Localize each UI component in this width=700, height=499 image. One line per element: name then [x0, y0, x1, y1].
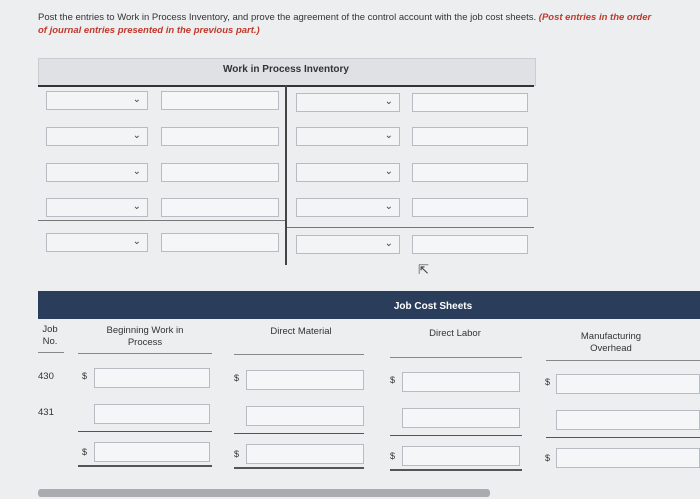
job-number-430: 430 [38, 371, 54, 382]
job-430-overhead-input[interactable] [556, 374, 700, 394]
credit-amount-input-1[interactable] [412, 93, 528, 112]
debit-balance-input[interactable] [161, 233, 279, 252]
job-431-direct-material-input[interactable] [246, 406, 364, 426]
t-account-title: Work in Process Inventory [223, 64, 349, 75]
job-430-beginning-wip-input[interactable] [94, 368, 210, 388]
col-rule-beginning-wip [78, 353, 212, 354]
total-beginning-wip-input[interactable] [94, 442, 210, 462]
instructions [38, 11, 658, 37]
t-account-divider [285, 85, 287, 265]
credit-account-select-3[interactable] [296, 163, 400, 182]
debit-amount-input-2[interactable] [161, 127, 279, 146]
dollar-sign: $ [234, 373, 240, 383]
col-rule-manufacturing-overhead [546, 360, 700, 361]
total-double-rule [234, 467, 364, 469]
col-rule-job-no [38, 352, 64, 353]
chevron-down-icon: ⌄ [384, 96, 393, 107]
chevron-down-icon: ⌄ [384, 130, 393, 141]
job-430-direct-labor-input[interactable] [402, 372, 520, 392]
job-cost-sheets [38, 291, 700, 471]
chevron-down-icon: ⌄ [132, 201, 141, 212]
job-430-direct-material-input[interactable] [246, 370, 364, 390]
chevron-down-icon: ⌄ [132, 236, 141, 247]
credit-account-select-2[interactable] [296, 127, 400, 146]
debit-account-select-4[interactable] [46, 198, 148, 217]
chevron-down-icon: ⌄ [132, 166, 141, 177]
debit-account-select-3[interactable] [46, 163, 148, 182]
debit-amount-input-1[interactable] [161, 91, 279, 110]
dollar-sign: $ [82, 447, 88, 457]
total-double-rule [78, 465, 212, 467]
total-direct-material-input[interactable] [246, 444, 364, 464]
col-header-direct-material: Direct Material [270, 326, 332, 337]
col-rule-direct-labor [390, 357, 522, 358]
credit-account-select-4[interactable] [296, 198, 400, 217]
debit-amount-input-3[interactable] [161, 163, 279, 182]
dollar-sign: $ [545, 377, 551, 387]
chevron-down-icon: ⌄ [132, 94, 141, 105]
credit-amount-input-4[interactable] [412, 198, 528, 217]
debit-amount-input-4[interactable] [161, 198, 279, 217]
total-direct-labor-input[interactable] [402, 446, 520, 466]
subtotal-rule [234, 433, 364, 434]
job-number-431: 431 [38, 407, 54, 418]
dollar-sign: $ [390, 375, 396, 385]
chevron-down-icon: ⌄ [384, 166, 393, 177]
dollar-sign: $ [234, 449, 240, 459]
chevron-down-icon: ⌄ [384, 201, 393, 212]
credit-balance-input[interactable] [412, 235, 528, 254]
col-header-beginning-wip: Beginning Work in Process [106, 325, 184, 348]
dollar-sign: $ [390, 451, 396, 461]
debit-total-rule [38, 220, 285, 221]
total-overhead-input[interactable] [556, 448, 700, 468]
subtotal-rule [390, 435, 522, 436]
job-431-overhead-input[interactable] [556, 410, 700, 430]
col-header-direct-labor: Direct Labor [429, 328, 481, 339]
job-431-beginning-wip-input[interactable] [94, 404, 210, 424]
credit-balance-select[interactable] [296, 235, 400, 254]
debit-account-select-1[interactable] [46, 91, 148, 110]
debit-balance-select[interactable] [46, 233, 148, 252]
subtotal-rule [546, 437, 700, 438]
debit-account-select-2[interactable] [46, 127, 148, 146]
total-double-rule [390, 469, 522, 471]
credit-amount-input-2[interactable] [412, 127, 528, 146]
credit-total-rule [287, 227, 534, 228]
credit-account-select-1[interactable] [296, 93, 400, 112]
instructions-main: Post the entries to Work in Process Inventory, and prove the agreement of the control account with the job cost sheets. [38, 12, 537, 23]
instructions-note: (Post entries in the order of journal entries presented in the previous part.) [38, 12, 652, 36]
job-431-direct-labor-input[interactable] [402, 408, 520, 428]
chevron-down-icon: ⌄ [132, 130, 141, 141]
credit-amount-input-3[interactable] [412, 163, 528, 182]
dollar-sign: $ [545, 453, 551, 463]
mouse-cursor-icon: ⇱ [418, 262, 429, 277]
wip-t-account [38, 55, 534, 265]
job-cost-sheets-title: Job Cost Sheets [393, 301, 473, 312]
horizontal-scrollbar[interactable] [38, 489, 490, 497]
col-rule-direct-material [234, 354, 364, 355]
dollar-sign: $ [82, 371, 88, 381]
subtotal-rule [78, 431, 212, 432]
job-cost-sheets-header [38, 291, 700, 319]
chevron-down-icon: ⌄ [384, 238, 393, 249]
col-header-manufacturing-overhead: Manufacturing Overhead [580, 331, 642, 354]
col-header-job-no: Job No. [42, 324, 58, 347]
